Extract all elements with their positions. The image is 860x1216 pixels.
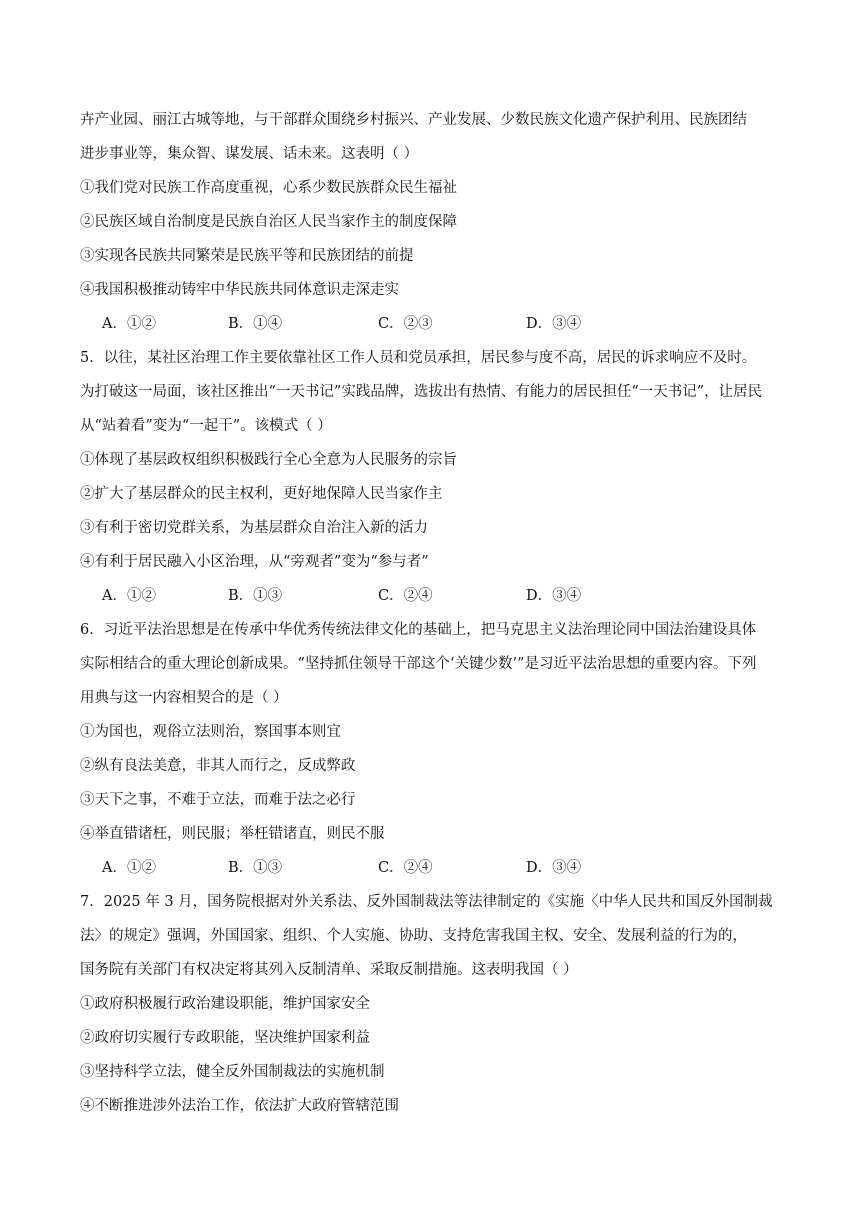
q6-option-c: C．②④ [378, 860, 433, 876]
q5-item-4: ④有利于居民融入小区治理，从“旁观者”变为“参与者” [80, 554, 429, 570]
q5-option-c: C．②④ [378, 588, 433, 604]
q4-stem-line-1: 卉产业园、丽江古城等地，与干部群众围绕乡村振兴、产业发展、少数民族文化遗产保护利用、民族团结 [80, 112, 747, 128]
q6-stem-line-1: 6．习近平法治思想是在传承中华优秀传统法律文化的基础上，把马克思主义法治理论同中国法治建设具体 [80, 622, 757, 638]
q5-item-2: ②扩大了基层群众的民主权利，更好地保障人民当家作主 [80, 486, 443, 502]
q6-option-a: A．①② [102, 860, 156, 876]
q5-stem-line-2: 为打破这一局面，该社区推出“一天书记”实践品牌，选拔出有热情、有能力的居民担任“一天书记”，让居民 [80, 384, 763, 400]
q6-option-b: B．①③ [228, 860, 283, 876]
q5-stem-line-3: 从“站着看”变为“一起干”。该模式（ ） [80, 418, 332, 434]
q7-item-3: ③坚持科学立法，健全反外国制裁法的实施机制 [80, 1064, 385, 1080]
q4-item-2: ②民族区域自治制度是民族自治区人民当家作主的制度保障 [80, 214, 457, 230]
q5-item-1: ①体现了基层政权组织积极践行全心全意为人民服务的宗旨 [80, 452, 457, 468]
q4-option-a: A．①② [102, 316, 156, 332]
q6-item-2: ②纵有良法美意，非其人而行之，反成弊政 [80, 758, 356, 774]
q7-item-2: ②政府切实履行专政职能，坚决维护国家利益 [80, 1030, 370, 1046]
q7-stem-line-2: 法〉的规定》强调，外国国家、组织、个人实施、协助、支持危害我国主权、安全、发展利益的行为的， [80, 928, 747, 944]
q6-item-4: ④举直错诸枉，则民服；举枉错诸直，则民不服 [80, 826, 385, 842]
q7-stem-line-1: 7．2025 年 3 月，国务院根据对外关系法、反外国制裁法等法律制定的《实施〈中华人民共和国反外国制裁 [80, 894, 773, 910]
q6-item-1: ①为国也，观俗立法则治，察国事本则宜 [80, 724, 341, 740]
q7-stem-line-3: 国务院有关部门有权决定将其列入反制清单、采取反制措施。这表明我国（ ） [80, 962, 578, 978]
q6-stem-line-3: 用典与这一内容相契合的是（ ） [80, 690, 288, 706]
q5-stem-line-1: 5．以往，某社区治理工作主要依靠社区工作人员和党员承担，居民参与度不高，居民的诉求响应不及时。 [80, 350, 757, 366]
q6-item-3: ③天下之事，不难于立法，而难于法之必行 [80, 792, 356, 808]
q5-option-d: D．③④ [526, 588, 582, 604]
q5-item-3: ③有利于密切党群关系，为基层群众自治注入新的活力 [80, 520, 428, 536]
q4-item-3: ③实现各民族共同繁荣是民族平等和民族团结的前提 [80, 248, 414, 264]
q7-item-4: ④不断推进涉外法治工作，依法扩大政府管辖范围 [80, 1098, 399, 1114]
q4-item-4: ④我国积极推动铸牢中华民族共同体意识走深走实 [80, 282, 399, 298]
q4-option-b: B．①④ [228, 316, 283, 332]
q6-stem-line-2: 实际相结合的重大理论创新成果。“坚持抓住领导干部这个‘关键少数’”是习近平法治思想的重要内容。下列 [80, 656, 757, 672]
q4-item-1: ①我们党对民族工作高度重视，心系少数民族群众民生福祉 [80, 180, 457, 196]
q4-option-d: D．③④ [526, 316, 582, 332]
q4-option-c: C．②③ [378, 316, 433, 332]
q5-option-a: A．①② [102, 588, 156, 604]
q5-option-b: B．①③ [228, 588, 283, 604]
q6-option-d: D．③④ [526, 860, 582, 876]
q7-item-1: ①政府积极履行政治建设职能，维护国家安全 [80, 996, 370, 1012]
q4-stem-line-2: 进步事业等，集众智、谋发展、话未来。这表明（ ） [80, 146, 419, 162]
